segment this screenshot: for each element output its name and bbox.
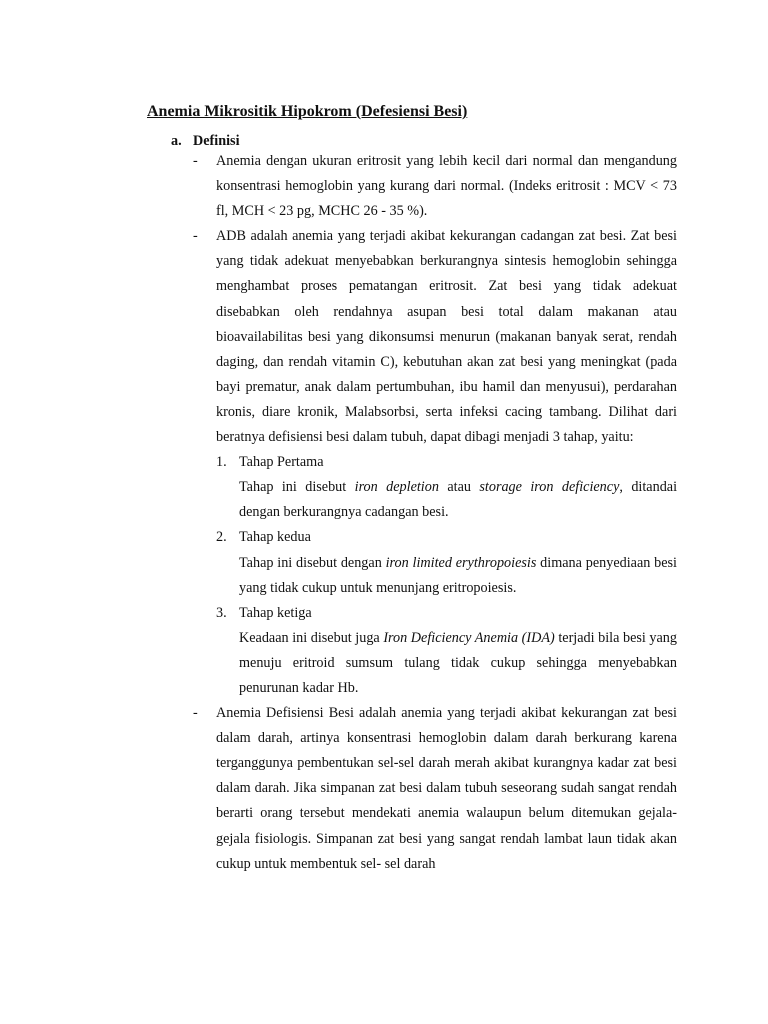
stage-number: 1. xyxy=(216,454,227,471)
stage-title: Tahap kedua xyxy=(239,529,311,546)
stage-number: 3. xyxy=(216,604,227,621)
definition-item-1 xyxy=(193,149,677,224)
section-heading-text: Definisi xyxy=(193,133,240,149)
stage-title: Tahap ketiga xyxy=(239,604,312,621)
stage-description: Tahap ini disebut iron depletion atau storage iron deficiency, ditandai dengan berkurangnya cadangan besi. xyxy=(239,479,678,521)
definition-item-2 xyxy=(193,224,677,701)
bullet-marker: - xyxy=(193,228,198,245)
stage-term: iron depletion xyxy=(354,479,439,496)
bullet-marker: - xyxy=(193,153,198,169)
section-heading xyxy=(171,133,240,150)
definition-item-3 xyxy=(193,701,677,877)
stage-item-2 xyxy=(216,525,677,600)
stage-term: iron limited erythropoiesis xyxy=(385,554,537,571)
bullet-marker: - xyxy=(193,705,198,722)
definition-text-1: Anemia dengan ukuran eritrosit yang lebih kecil dari normal dan mengandung konsentrasi hemoglobin yang kurang dari normal. (Indeks eritrosit : MCV < 73 fl, MCH < 23 pg, MCHC 26 - 35 %). xyxy=(216,153,677,220)
document-title: Anemia Mikrositik Hipokrom (Defesiensi Besi) xyxy=(147,103,468,120)
stage-list xyxy=(193,450,677,701)
stage-number: 2. xyxy=(216,529,227,546)
stage-item-1 xyxy=(216,450,677,525)
stage-title: Tahap Pertama xyxy=(239,454,324,471)
stage-description: Keadaan ini disebut juga Iron Deficiency Anemia (IDA) terjadi bila besi yang menuju eritroid sumsum tulang tidak cukup sehingga menyebabkan penurunan kadar Hb. xyxy=(239,629,677,696)
section-letter: a. xyxy=(171,133,182,149)
stage-term: storage iron deficiency xyxy=(479,479,620,496)
stage-term: Iron Deficiency Anemia (IDA) xyxy=(383,629,555,646)
definition-list xyxy=(193,149,677,877)
stage-item-3 xyxy=(216,601,677,701)
stage-description: Tahap ini disebut dengan iron limited erythropoiesis dimana penyediaan besi yang tidak cukup untuk menunjang eritropoiesis. xyxy=(239,554,677,596)
definition-text-3: Anemia Defisiensi Besi adalah anemia yang terjadi akibat kekurangan zat besi dalam darah, artinya konsentrasi hemoglobin dalam darah berkurang karena terganggunya pembentukan sel-sel darah merah akibat kurangnya kadar zat besi dalam darah. Jika simpanan zat besi dalam tubuh seseorang sudah sangat rendah berarti orang tersebut mendekati anemia walaupun belum ditemukan gejala-gejala fisiologis. Simpanan zat besi yang sangat rendah lambat laun tidak akan cukup untuk membentuk sel- sel darah xyxy=(216,705,677,872)
definition-text-2: ADB adalah anemia yang terjadi akibat kekurangan cadangan zat besi. Zat besi yang tidak adekuat menyebabkan berkurangnya sintesis hemoglobin sehingga menghambat proses pematangan eritrosit. Zat besi yang tidak adekuat disebabkan oleh rendahnya asupan besi total dalam makanan atau bioavailabilitas besi yang dikonsumsi menurun (makanan banyak serat, rendah daging, dan rendah vitamin C), kebutuhan akan zat besi yang meningkat (pada bayi prematur, anak dalam pertumbuhan, ibu hamil dan menyusui), perdarahan kronis, diare kronik, Malabsorbsi, serta infeksi cacing tambang. Dilihat dari beratnya defisiensi besi dalam tubuh, dapat dibagi menjadi 3 tahap, yaitu: xyxy=(216,228,677,446)
